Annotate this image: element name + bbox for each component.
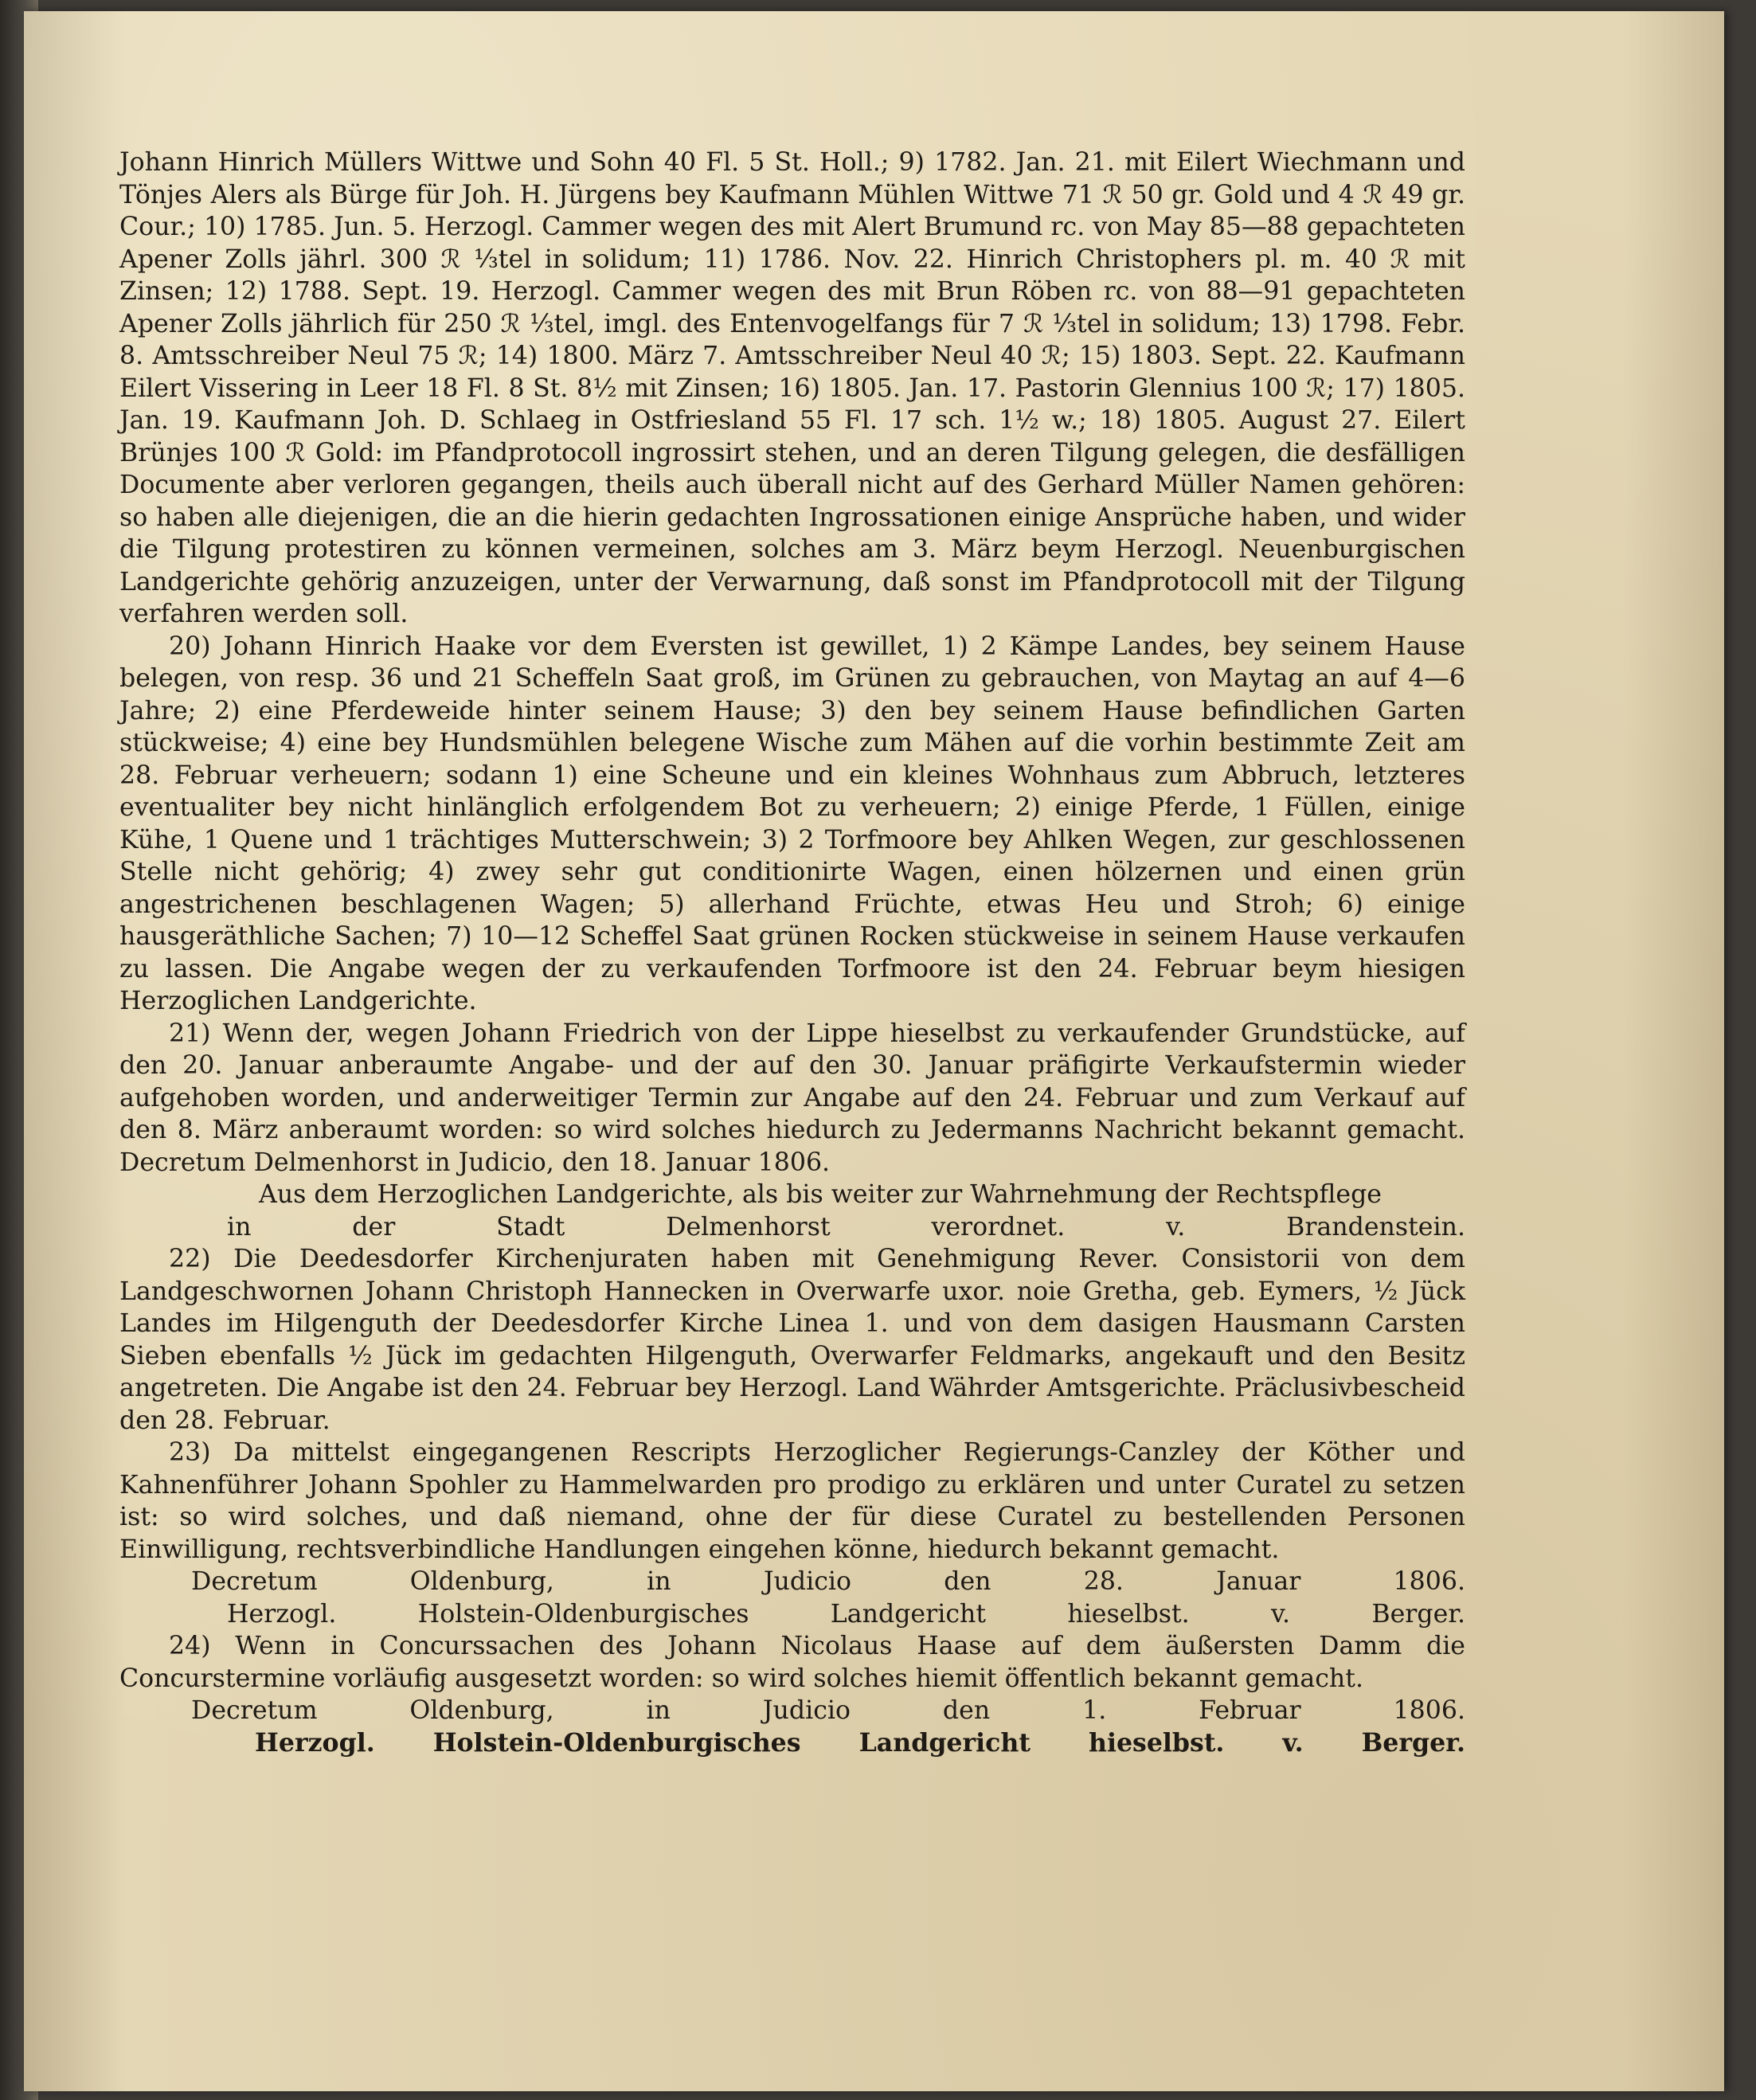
document-page [24,11,1724,2091]
court-signature-berger-1: Herzogl. Holstein-Oldenburgisches Landgericht hieselbst. v. Berger. [227,1599,1465,1629]
page-body [119,147,1465,1759]
paragraph-22: 22) Die Deedesdorfer Kirchenjuraten haben mit Genehmigung Rever. Consistorii von dem Landgeschwornen Johann Christoph Hannecken in Overwarfe uxor. noie Gretha, geb. Eymers, ½ Jück Landes im Hilgenguth der Deedesdorfer Kirche Linea 1. und von dem dasigen Hausmann Carsten Sieben ebenfalls ½ Jück im gedachten Hilgenguth, Overwarfer Feldmarks, angekauft und den Besitz angetreten. Die Angabe ist den 24. Februar bey Herzogl. Land Währder Amtsgerichte. Präclusivbescheid den 28. Februar. [119,1245,1465,1435]
paragraph-20: 20) Johann Hinrich Haake vor dem Eversten ist gewillet, 1) 2 Kämpe Landes, bey seinem Hause belegen, von resp. 36 und 21 Scheffeln Saat groß, im Grünen zu gebrauchen, von Maytag an auf 4—6 Jahre; 2) eine Pferdeweide hinter seinem Hause; 3) den bey seinem Hause befindlichen Garten stückweise; 4) eine bey Hundsmühlen belegene Wische zum Mähen auf die vorhin bestimmte Zeit am 28. Februar verheuern; sodann 1) eine Scheune und ein kleines Wohnhaus zum Abbruch, letzteres eventualiter bey nicht hinlänglich erfolgendem Bot zu verheuern; 2) einige Pferde, 1 Füllen, einige Kühe, 1 Quene und 1 trächtiges Mutterschwein; 3) 2 Torfmoore bey Ahlken Wegen, zur geschlossenen Stelle nicht gehörig; 4) zwey sehr gut conditionirte Wagen, einen hölzernen und einen grün angestrichenen beschlagenen Wagen; 5) allerhand Früchte, etwas Heu und Stroh; 6) einige hausgeräthliche Sachen; 7) 10—12 Scheffel Saat grünen Rocken stückweise in seinem Hause verkaufen zu lassen. Die Angabe wegen der zu verkaufenden Torfmoore ist den 24. Februar beym hiesigen Herzoglichen Landgerichte. [119,632,1465,1015]
court-signature-berger-2: Herzogl. Holstein-Oldenburgisches Landgericht hieselbst. v. Berger. [255,1727,1465,1758]
decree-date-28-januar: Decretum Oldenburg, in Judicio den 28. Januar 1806. [191,1567,1465,1596]
paragraph-24: 24) Wenn in Concurssachen des Johann Nicolaus Haase auf dem äußersten Damm die Concurstermine vorläufig ausgesetzt worden: so wird solches hiemit öffentlich bekannt gemacht. [119,1632,1465,1693]
paragraph-continuation: Johann Hinrich Müllers Wittwe und Sohn 40 Fl. 5 St. Holl.; 9) 1782. Jan. 21. mit Eilert Wiechmann und Tönjes Alers als Bürge für Joh. H. Jürgens bey Kaufmann Mühlen Wittwe 71 ℛ 50 gr. Gold und 4 ℛ 49 gr. Cour.; 10) 1785. Jun. 5. Herzogl. Cammer wegen des mit Alert Brumund rc. von May 85—88 gepachteten Apener Zolls jährl. 300 ℛ ⅓tel in solidum; 11) 1786. Nov. 22. Hinrich Christophers pl. m. 40 ℛ mit Zinsen; 12) 1788. Sept. 19. Herzogl. Cammer wegen des mit Brun Röben rc. von 88—91 gepachteten Apener Zolls jährlich für 250 ℛ ⅓tel, imgl. des Entenvogelfangs für 7 ℛ ⅓tel in solidum; 13) 1798. Febr. 8. Amtsschreiber Neul 75 ℛ; 14) 1800. März 7. Amtsschreiber Neul 40 ℛ; 15) 1803. Sept. 22. Kaufmann Eilert Vissering in Leer 18 Fl. 8 St. 8½ mit Zinsen; 16) 1805. Jan. 17. Pastorin Glennius 100 ℛ; 17) 1805. Jan. 19. Kaufmann Joh. D. Schlaeg in Ostfriesland 55 Fl. 17 sch. 1½ w.; 18) 1805. August 27. Eilert Brünjes 100 ℛ Gold: im Pfandprotocoll ingrossirt stehen, und an deren Tilgung gelegen, die desfälligen Documente aber verloren gegangen, theils auch überall nicht auf des Gerhard Müller Namen gehören: so haben alle diejenigen, die an die hierin gedachten Ingrossationen einige Ansprüche haben, und wider die Tilgung protestiren zu können vermeinen, solches am 3. März beym Herzogl. Neuenburgischen Landgerichte gehörig anzuzeigen, unter der Verwarnung, daß sonst im Pfandprotocoll mit der Tilgung verfahren werden soll. [119,148,1465,628]
decree-date-1-februar: Decretum Oldenburg, in Judicio den 1. Februar 1806. [191,1696,1465,1725]
court-authority-line: Aus dem Herzoglichen Landgerichte, als bis weiter zur Wahrnehmung der Rechtspflege [259,1180,1383,1209]
court-signature-brandenstein: in der Stadt Delmenhorst verordnet. v. Brandenstein. [227,1212,1465,1242]
paragraph-23: 23) Da mittelst eingegangenen Rescripts Herzoglicher Regierungs-Canzley der Köther und Kahnenführer Johann Spohler zu Hammelwarden pro prodigo zu erklären und unter Curatel zu setzen ist: so wird solches, und daß niemand, ohne der für diese Curatel zu bestellenden Personen Einwilligung, rechtsverbindliche Handlungen eingehen könne, hiedurch bekannt gemacht. [119,1438,1465,1564]
paragraph-21: 21) Wenn der, wegen Johann Friedrich von der Lippe hieselbst zu verkaufender Grundstücke, auf den 20. Januar anberaumte Angabe- und der auf den 30. Januar präfigirte Verkaufstermin wieder aufgehoben worden, und anderweitiger Termin zur Angabe auf den 24. Februar und zum Verkauf auf den 8. März anberaumt worden: so wird solches hiedurch zu Jedermanns Nachricht bekannt gemacht. Decretum Delmenhorst in Judicio, den 18. Januar 1806. [119,1019,1465,1177]
